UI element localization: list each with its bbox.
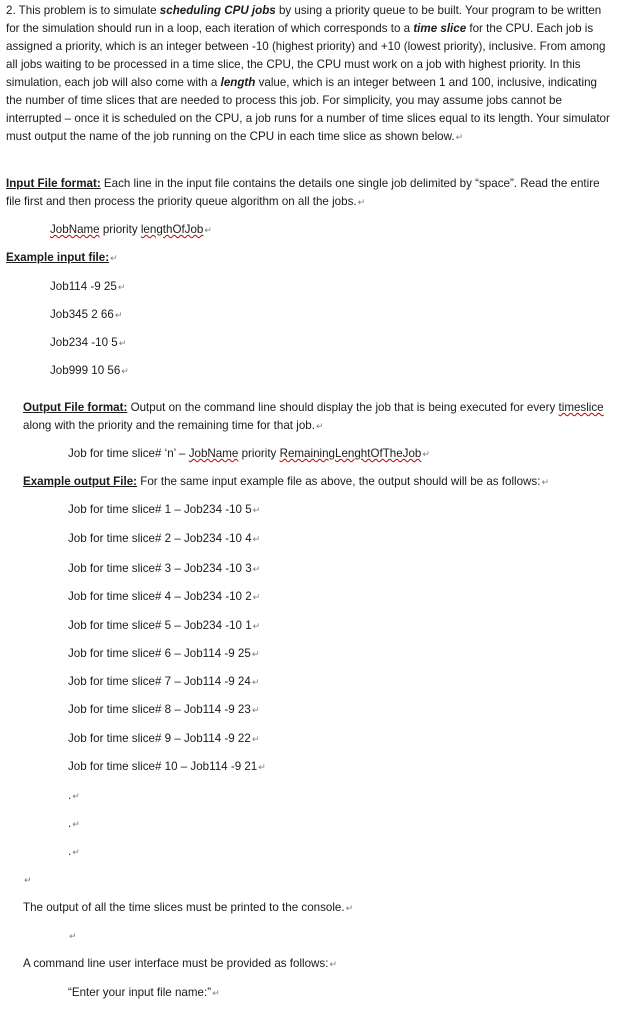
cli-note: A command line user interface must be provided as follows:↵ [23, 957, 337, 970]
ellipsis-dot: .↵ [68, 789, 80, 802]
example-output-line: Job for time slice# 10 – Job114 -9 21↵ [68, 760, 266, 773]
output-format-paragraph: Output File format: Output on the command line should display the job that is being executed for every timeslice along with the priority and the remaining time for that job.↵ [23, 401, 604, 432]
example-output-line: Job for time slice# 8 – Job114 -9 23↵ [68, 703, 260, 716]
example-input-line: Job114 -9 25↵ [50, 280, 126, 293]
example-output-line: Job for time slice# 9 – Job114 -9 22↵ [68, 732, 260, 745]
example-input-heading: Example input file:↵ [6, 251, 118, 264]
example-output-paragraph: Example output File: For the same input example file as above, the output should will be as follows:↵ [23, 475, 549, 488]
emphasis-scheduling: scheduling CPU jobs [159, 4, 276, 17]
output-format-heading: Output File format: [23, 401, 128, 414]
output-format-template: Job for time slice# ‘n’ – JobName priority RemainingLenghtOfTheJob↵ [68, 447, 430, 460]
example-output-line: Job for time slice# 2 – Job234 -10 4↵ [68, 532, 261, 545]
example-input-line: Job234 -10 5↵ [50, 336, 127, 349]
intro-paragraph: 2. This problem is to simulate scheduling CPU jobs by using a priority queue to be built. Your program to be written for the simulation should run in a loop, each iteration of which corresponds to a time slice for the CPU. Each job is assigned a priority, which is an integer between -10 (highest priority) and +10 (lowest priority), inclusive. From among all jobs waiting to be processed in a time slice, the CPU, the CPU must work on a job with highest priority. In this simulation, each job will also come with a length value, which is an integer between 1 and 100, inclusive, indicating the number of time slices that are needed to process this job. For simplicity, you may assume jobs cannot be interrupted – once it is scheduled on the CPU, a job runs for a number of time slices equal to its length. Your simulator must output the name of the job running on the CPU in each time slice as shown below.↵ [6, 4, 610, 143]
example-output-line: Job for time slice# 4 – Job234 -10 2↵ [68, 590, 261, 603]
input-format-paragraph: Input File format: Each line in the input file contains the details one single job delimited by “space”. Read the entire file first and then process the priority queue algorithm on all the jobs.↵ [6, 177, 600, 208]
example-input-line: Job345 2 66↵ [50, 308, 123, 321]
empty-paragraph: ↵ [69, 931, 77, 941]
input-prompt: “Enter your input file name:”↵ [68, 986, 220, 999]
emphasis-length: length [220, 76, 256, 89]
ellipsis-dot: .↵ [68, 817, 80, 830]
example-output-heading: Example output File: [23, 475, 138, 488]
example-output-line: Job for time slice# 5 – Job234 -10 1↵ [68, 619, 261, 632]
input-format-heading: Input File format: [6, 177, 101, 190]
example-output-line: Job for time slice# 3 – Job234 -10 3↵ [68, 562, 261, 575]
console-note: The output of all the time slices must be printed to the console.↵ [23, 901, 354, 914]
example-input-line: Job999 10 56↵ [50, 364, 129, 377]
example-output-line: Job for time slice# 6 – Job114 -9 25↵ [68, 647, 260, 660]
input-format-template: JobName priority lengthOfJob↵ [50, 223, 212, 236]
empty-paragraph: ↵ [24, 875, 32, 885]
example-output-line: Job for time slice# 7 – Job114 -9 24↵ [68, 675, 260, 688]
paragraph-mark: ↵ [455, 132, 464, 142]
emphasis-time-slice: time slice [413, 22, 467, 35]
ellipsis-dot: .↵ [68, 845, 80, 858]
example-output-line: Job for time slice# 1 – Job234 -10 5↵ [68, 503, 261, 516]
